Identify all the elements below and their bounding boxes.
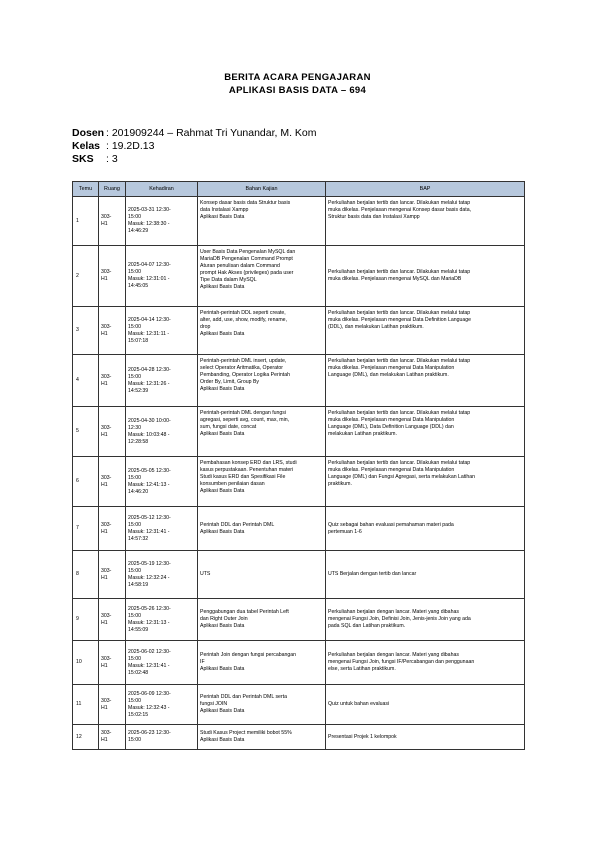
table-row bbox=[73, 551, 525, 599]
table-row bbox=[73, 197, 525, 246]
dosen-label: Dosen bbox=[72, 127, 105, 139]
table-row bbox=[73, 685, 525, 725]
temu-cell: 4 bbox=[73, 355, 99, 407]
bap-cell: Perkuliahan berjalan tertib dan lancar. Dilakukan melalui tatap muka dikelas. Penjelasan mengenai Data Definition Language (DDL), dan melakukan Latihan praktikum. bbox=[326, 307, 525, 355]
kelas-label: Kelas bbox=[72, 140, 101, 152]
document-title: BERITA ACARA PENGAJARAN bbox=[224, 72, 371, 83]
header-temu: Temu bbox=[73, 182, 99, 197]
table-row bbox=[73, 725, 525, 750]
temu-cell: 3 bbox=[73, 307, 99, 355]
table-row bbox=[73, 246, 525, 307]
temu-cell: 6 bbox=[73, 457, 99, 507]
bahan-kajian-cell: Pembahasan konsep ERD dan LRS, studi kasus perpustakaan. Penentuhan materi Studi kasus ERD dan Spesifikasi File konsumben penilaian dasan Aplikasi Basis Data bbox=[198, 457, 326, 507]
ruang-cell: 303- H1 bbox=[99, 725, 126, 750]
bahan-kajian-cell: Perintah-perintah DML insert, update, select Operator Aritmatika, Operator Pembanding, Operator Logika Perintah Order By, Limit, Group By Aplikasi Basis Data bbox=[198, 355, 326, 407]
table-row bbox=[73, 507, 525, 551]
kehadiran-cell: 2025-03-31 12:30- 15:00 Masuk: 12:38:30 - 14:46:29 bbox=[126, 197, 198, 246]
bahan-kajian-cell: Studi Kasus Project memiliki bobot 55% Aplikasi Basis Data bbox=[198, 725, 326, 750]
bahan-kajian-cell: UTS bbox=[198, 551, 326, 599]
ruang-cell: 303- H1 bbox=[99, 507, 126, 551]
table-row bbox=[73, 599, 525, 641]
bahan-kajian-cell: Konsep dasar basis data Struktur basis data Instalasi Xampp Aplikasi Basis Data bbox=[198, 197, 326, 246]
bahan-kajian-cell: Perintah-perintah DDL seperti create, alter, add, use, show, modify, rename, drop Aplikasi Basis Data bbox=[198, 307, 326, 355]
bap-cell: Perkuliahan berjalan tertib dan lancar. Dilakukan melalui tatap muka dikelas. Penjelasan mengenai Data Manipulation Language (DML) dan Fungsi Agregasi, serta melakukan Latihan praktikum. bbox=[326, 457, 525, 507]
header-bap: BAP bbox=[326, 182, 525, 197]
bap-cell: Quiz sebagai bahan evaluasi pemahaman materi pada pertemuan 1-6 bbox=[326, 507, 525, 551]
kehadiran-cell: 2025-05-26 12:30- 15:00 Masuk: 12:31:13 - 14:55:09 bbox=[126, 599, 198, 641]
temu-cell: 10 bbox=[73, 641, 99, 685]
temu-cell: 1 bbox=[73, 197, 99, 246]
bap-cell: UTS Berjalan dengan tertib dan lancar bbox=[326, 551, 525, 599]
teaching-report-table bbox=[72, 181, 525, 750]
table-header-row bbox=[73, 182, 525, 197]
dosen-value: : 201909244 – Rahmat Tri Yunandar, M. Kom bbox=[106, 127, 317, 139]
kehadiran-cell: 2025-04-28 12:30- 15:00 Masuk: 12:31:26 - 14:52:39 bbox=[126, 355, 198, 407]
dosen-line bbox=[72, 127, 317, 140]
bahan-kajian-cell: Perintah DDL dan Perintah DML serta fungsi JOIN Aplikasi Basis Data bbox=[198, 685, 326, 725]
header-kehadiran: Kehadiran bbox=[126, 182, 198, 197]
kehadiran-cell: 2025-06-23 12:30- 15:00 bbox=[126, 725, 198, 750]
bahan-kajian-cell: User Basis Data Pengenalan MySQL dan MariaDB Pengenalan Command Prompt Aturan penulisan dalam Command prompt Hak Akses (privileges) pada user Tipe Data dalam MySQL Aplikasi Basis Data bbox=[198, 246, 326, 307]
temu-cell: 5 bbox=[73, 407, 99, 457]
temu-cell: 2 bbox=[73, 246, 99, 307]
ruang-cell: 303- H1 bbox=[99, 551, 126, 599]
sks-line bbox=[72, 153, 118, 166]
kehadiran-cell: 2025-04-30 10:00- 12:30 Masuk: 10:03:48 - 12:28:58 bbox=[126, 407, 198, 457]
table-row bbox=[73, 457, 525, 507]
bap-cell: Perkuliahan berjalan tertib dan lancar. Dilakukan melalui tatap muka dikelas. Penjelasan mengenai Konsep dasar basis data, Struktur basis data dan Instalasi Xampp bbox=[326, 197, 525, 246]
temu-cell: 9 bbox=[73, 599, 99, 641]
table-row bbox=[73, 307, 525, 355]
kehadiran-cell: 2025-04-14 12:30- 15:00 Masuk: 12:31:11 - 15:07:18 bbox=[126, 307, 198, 355]
ruang-cell: 303- H1 bbox=[99, 355, 126, 407]
kehadiran-cell: 2025-05-05 12:30- 15:00 Masuk: 12:41:13 - 14:46:20 bbox=[126, 457, 198, 507]
bap-cell: Perkuliahan berjalan dengan lancar. Materi yang dibahas mengenai Fungsi Join, Definisi Join, Jenis-jenis Join yang ada pada SQL dan Latihan praktikum. bbox=[326, 599, 525, 641]
bap-cell: Perkuliahan berjalan tertib dan lancar. Dilakukan melalui tatap muka dikelas. Penjelasan mengenai Data Manipulation Language (DML), Data Definition Language (DDL) dan melakukan Latihan praktikum. bbox=[326, 407, 525, 457]
ruang-cell: 303- H1 bbox=[99, 197, 126, 246]
kehadiran-cell: 2025-05-12 12:30- 15:00 Masuk: 12:31:41 - 14:57:32 bbox=[126, 507, 198, 551]
sks-label: SKS bbox=[72, 153, 94, 165]
kehadiran-cell: 2025-04-07 12:30- 15:00 Masuk: 12:31:01 - 14:45:05 bbox=[126, 246, 198, 307]
kelas-value: : 19.2D.13 bbox=[106, 140, 155, 152]
temu-cell: 8 bbox=[73, 551, 99, 599]
ruang-cell: 303- H1 bbox=[99, 246, 126, 307]
temu-cell: 12 bbox=[73, 725, 99, 750]
table-row bbox=[73, 407, 525, 457]
header-bahan-kajian: Bahan Kajian bbox=[198, 182, 326, 197]
bahan-kajian-cell: Penggabungan dua tabel Perintah Left dan Right Outer Join Aplikasi Basis Data bbox=[198, 599, 326, 641]
sks-value: : 3 bbox=[106, 153, 118, 165]
bap-cell: Perkuliahan berjalan tertib dan lancar. Dilakukan melalui tatap muka dikelas. Penjelasan mengenai Data Manipulation Language (DML), dan melakukan Latihan praktikum. bbox=[326, 355, 525, 407]
kelas-line bbox=[72, 140, 154, 153]
kehadiran-cell: 2025-06-02 12:30- 15:00 Masuk: 12:31:41 - 15:02:48 bbox=[126, 641, 198, 685]
ruang-cell: 303- H1 bbox=[99, 641, 126, 685]
table-row bbox=[73, 355, 525, 407]
bahan-kajian-cell: Perintah DDL dan Perintah DML Aplikasi Basis Data bbox=[198, 507, 326, 551]
header-ruang: Ruang bbox=[99, 182, 126, 197]
bap-cell: Perkuliahan berjalan tertib dan lancar. Dilakukan melalui tatap muka dikelas. Penjelasan mengenai MySQL dan MariaDB bbox=[326, 246, 525, 307]
ruang-cell: 303- H1 bbox=[99, 599, 126, 641]
table-row bbox=[73, 641, 525, 685]
ruang-cell: 303- H1 bbox=[99, 457, 126, 507]
bahan-kajian-cell: Perintah-perintah DML dengan fungsi agregasi, seperti avg, count, max, min, sum, fungsi date, concat Aplikasi Basis Data bbox=[198, 407, 326, 457]
temu-cell: 11 bbox=[73, 685, 99, 725]
document-subtitle: APLIKASI BASIS DATA – 694 bbox=[228, 85, 367, 96]
kehadiran-cell: 2025-06-09 12:30- 15:00 Masuk: 12:32:43 - 15:02:15 bbox=[126, 685, 198, 725]
bahan-kajian-cell: Perintah Join dengan fungsi percabangan IF Aplikasi Basis Data bbox=[198, 641, 326, 685]
temu-cell: 7 bbox=[73, 507, 99, 551]
bap-cell: Presentasi Projek 1 kelompok bbox=[326, 725, 525, 750]
ruang-cell: 303- H1 bbox=[99, 407, 126, 457]
ruang-cell: 303- H1 bbox=[99, 685, 126, 725]
kehadiran-cell: 2025-05-19 12:30- 15:00 Masuk: 12:32:24 - 14:58:19 bbox=[126, 551, 198, 599]
bap-cell: Perkuliahan berjalan dengan lancar. Materi yang dibahas mengenai Fungsi Join, fungsi IF/Percabangan dan penggunaan else, serta Latihan praktikum. bbox=[326, 641, 525, 685]
ruang-cell: 303- H1 bbox=[99, 307, 126, 355]
bap-cell: Quiz untuk bahan evaluasi bbox=[326, 685, 525, 725]
